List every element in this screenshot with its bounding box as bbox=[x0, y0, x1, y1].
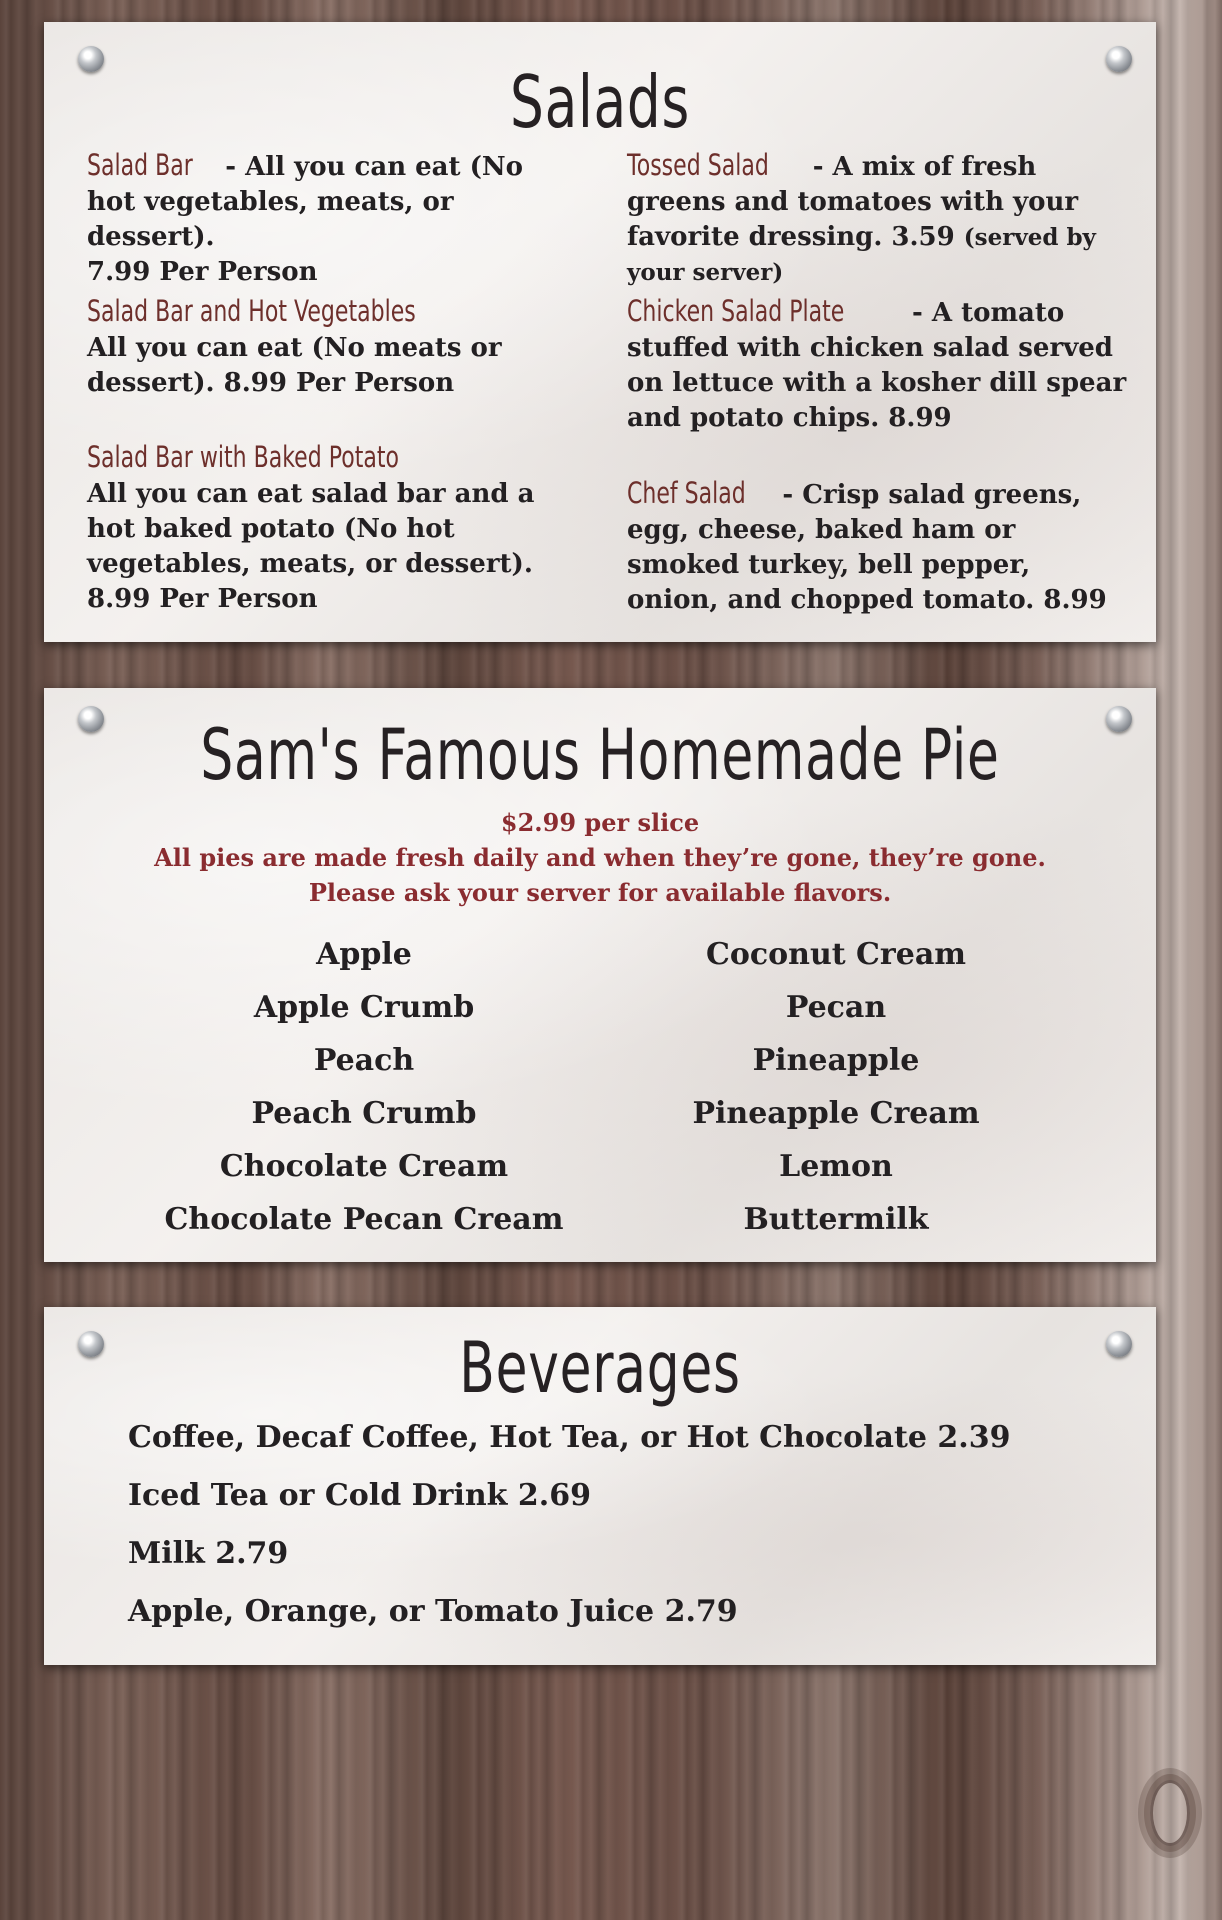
item-name: Chef Salad bbox=[627, 476, 746, 510]
item-description: All you can eat (No meats or dessert). 8.99 Per Person bbox=[87, 333, 502, 398]
item-name: Chicken Salad Plate bbox=[627, 294, 845, 328]
menu-item-salad-bar-baked-potato bbox=[87, 440, 567, 617]
item-name: Salad Bar bbox=[87, 148, 193, 182]
pushpin-icon bbox=[78, 46, 104, 72]
pie-flavor: Chocolate Pecan Cream bbox=[164, 1202, 564, 1237]
item-note: (served by your server) bbox=[627, 224, 1096, 286]
pie-flavors-left bbox=[94, 928, 634, 1246]
item-price: 7.99 Per Person bbox=[87, 257, 318, 287]
item-description: - Crisp salad greens, egg, cheese, baked ham or smoked turkey, bell pepper, onion, and chopped tomato. 8.99 bbox=[627, 480, 1107, 615]
pie-flavors-right bbox=[566, 928, 1106, 1246]
pie-panel bbox=[44, 688, 1156, 1262]
pie-flavor: Chocolate Cream bbox=[219, 1149, 509, 1184]
pie-title: Sam's Famous Homemade Pie bbox=[200, 714, 1000, 796]
wood-knot-decoration bbox=[1150, 1780, 1190, 1846]
menu-item-chef-salad bbox=[627, 476, 1117, 618]
salads-panel bbox=[44, 22, 1156, 642]
pushpin-icon bbox=[78, 706, 104, 732]
pie-flavor: Apple Crumb bbox=[253, 990, 475, 1025]
item-name: Tossed Salad bbox=[627, 148, 769, 182]
pie-flavor: Pineapple bbox=[752, 1043, 920, 1078]
pushpin-icon bbox=[78, 1331, 104, 1357]
menu-item-salad-bar-hot-vegetables bbox=[87, 294, 557, 401]
item-description: - A mix of fresh greens and tomatoes with your favorite dressing. 3.59 bbox=[627, 152, 1079, 252]
beverage-item: Iced Tea or Cold Drink 2.69 bbox=[128, 1478, 591, 1513]
item-name: Salad Bar with Baked Potato bbox=[87, 440, 400, 474]
pushpin-icon bbox=[1106, 706, 1132, 732]
beverages-panel bbox=[44, 1307, 1156, 1665]
item-description: - A tomato stuffed with chicken salad served on lettuce with a kosher dill spear and potato chips. 8.99 bbox=[627, 298, 1127, 433]
pushpin-icon bbox=[1106, 46, 1132, 72]
beverage-item: Milk 2.79 bbox=[128, 1536, 289, 1571]
pushpin-icon bbox=[1106, 1331, 1132, 1357]
pie-flavor: Coconut Cream bbox=[705, 937, 967, 972]
item-description: - All you can eat (No hot vegetables, meats, or dessert). bbox=[87, 152, 524, 252]
pie-note-ask-server: Please ask your server for available flavors. bbox=[308, 878, 892, 907]
pie-flavor: Pecan bbox=[785, 990, 887, 1025]
item-name: Salad Bar and Hot Vegetables bbox=[87, 294, 416, 328]
pie-flavor: Pineapple Cream bbox=[692, 1096, 980, 1131]
beverage-item: Coffee, Decaf Coffee, Hot Tea, or Hot Chocolate 2.39 bbox=[128, 1420, 1011, 1455]
menu-item-tossed-salad bbox=[627, 148, 1127, 290]
beverage-item: Apple, Orange, or Tomato Juice 2.79 bbox=[128, 1594, 738, 1629]
salads-title: Salads bbox=[510, 60, 690, 144]
menu-item-salad-bar bbox=[87, 148, 557, 290]
pie-flavor: Peach Crumb bbox=[251, 1096, 477, 1131]
pie-price: $2.99 per slice bbox=[500, 808, 700, 837]
item-description: All you can eat salad bar and a hot baked potato (No hot vegetables, meats, or dessert). 8.99 Per Person bbox=[87, 479, 535, 614]
menu-item-chicken-salad-plate bbox=[627, 294, 1127, 436]
pie-flavor: Apple bbox=[316, 937, 412, 972]
pie-note: All pies are made fresh daily and when they’re gone, they’re gone. bbox=[154, 843, 1046, 872]
pie-flavor: Buttermilk bbox=[743, 1202, 929, 1237]
beverages-title: Beverages bbox=[459, 1327, 741, 1409]
pie-flavor: Peach bbox=[313, 1043, 415, 1078]
pie-flavor: Lemon bbox=[779, 1149, 893, 1184]
